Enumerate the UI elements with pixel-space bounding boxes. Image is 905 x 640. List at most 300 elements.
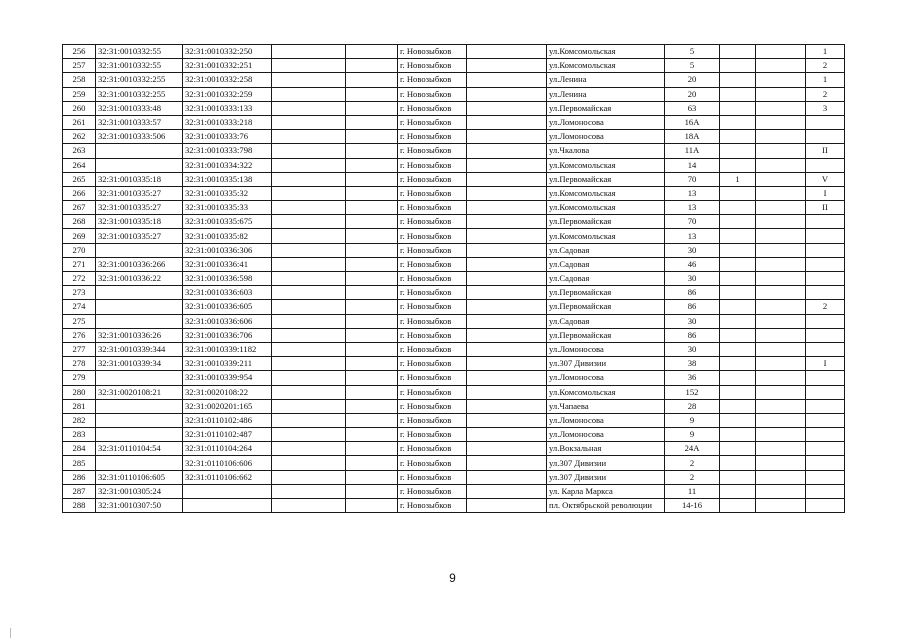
cell-col-4: [272, 215, 346, 229]
cell-col-4: [272, 243, 346, 257]
cell-col-7: [467, 399, 547, 413]
cell-col-11: [756, 158, 806, 172]
cell-col-4: [272, 385, 346, 399]
cell-col-4: [272, 371, 346, 385]
cell-col-11: [756, 59, 806, 73]
cell-col-7: [467, 186, 547, 200]
cell-apartment-number: V: [806, 172, 845, 186]
cell-building-number: 32:31:0010336:598: [183, 272, 272, 286]
cell-parcel-number: 32:31:0010339:34: [96, 357, 183, 371]
cell-col-4: [272, 499, 346, 513]
cell-col-5: [346, 45, 398, 59]
cell-street: ул.Первомайская: [547, 215, 665, 229]
cell-building-number: 32:31:0010334:322: [183, 158, 272, 172]
cell-parcel-number: 32:31:0010332:55: [96, 59, 183, 73]
cell-col-10: [720, 243, 756, 257]
cell-apartment-number: 2: [806, 59, 845, 73]
cell-house-number: 30: [665, 314, 720, 328]
table-row: [63, 101, 845, 115]
cell-settlement: г. Новозыбков: [398, 499, 467, 513]
cell-col-10: [720, 115, 756, 129]
cell-col-11: [756, 229, 806, 243]
cell-col-4: [272, 399, 346, 413]
cell-row-number: 275: [63, 314, 96, 328]
cell-col-5: [346, 87, 398, 101]
cell-house-number: 5: [665, 59, 720, 73]
cell-building-number: 32:31:0010335:32: [183, 186, 272, 200]
cell-settlement: г. Новозыбков: [398, 456, 467, 470]
cell-parcel-number: [96, 456, 183, 470]
cell-apartment-number: I: [806, 357, 845, 371]
cell-settlement: г. Новозыбков: [398, 101, 467, 115]
cell-parcel-number: 32:31:0010335:18: [96, 172, 183, 186]
table-row: [63, 87, 845, 101]
cell-street: ул.Комсомольская: [547, 59, 665, 73]
cell-building-number: 32:31:0010336:605: [183, 300, 272, 314]
cell-row-number: 279: [63, 371, 96, 385]
cell-col-4: [272, 456, 346, 470]
table-row: [63, 158, 845, 172]
cell-col-4: [272, 101, 346, 115]
cell-apartment-number: [806, 399, 845, 413]
cell-col-5: [346, 314, 398, 328]
table-row: [63, 130, 845, 144]
table-row: [63, 413, 845, 427]
cell-row-number: 261: [63, 115, 96, 129]
cell-col-10: [720, 428, 756, 442]
cell-street: ул.Садовая: [547, 257, 665, 271]
table-row: [63, 45, 845, 59]
table-row: [63, 385, 845, 399]
cell-col-11: [756, 286, 806, 300]
cell-building-number: 32:31:0010333:133: [183, 101, 272, 115]
cell-house-number: 46: [665, 257, 720, 271]
cell-apartment-number: 3: [806, 101, 845, 115]
table-row: [63, 201, 845, 215]
cell-building-number: 32:31:0110106:606: [183, 456, 272, 470]
cell-col-7: [467, 172, 547, 186]
cell-house-number: 36: [665, 371, 720, 385]
cell-apartment-number: [806, 158, 845, 172]
table-body: [63, 45, 845, 513]
cell-col-7: [467, 201, 547, 215]
cell-col-11: [756, 243, 806, 257]
table-row: [63, 428, 845, 442]
table-row: [63, 399, 845, 413]
cell-apartment-number: I: [806, 186, 845, 200]
cell-col-10: [720, 144, 756, 158]
cell-row-number: 278: [63, 357, 96, 371]
cell-settlement: г. Новозыбков: [398, 371, 467, 385]
cell-col-11: [756, 130, 806, 144]
cell-building-number: 32:31:0110102:486: [183, 413, 272, 427]
cell-house-number: 28: [665, 399, 720, 413]
table-row: [63, 257, 845, 271]
cell-house-number: 38: [665, 357, 720, 371]
cell-row-number: 285: [63, 456, 96, 470]
cell-settlement: г. Новозыбков: [398, 470, 467, 484]
cell-col-4: [272, 300, 346, 314]
cell-row-number: 263: [63, 144, 96, 158]
cell-street: ул.Первомайская: [547, 172, 665, 186]
cell-building-number: 32:31:0010333:76: [183, 130, 272, 144]
cell-col-11: [756, 385, 806, 399]
cell-parcel-number: 32:31:0010307:50: [96, 499, 183, 513]
cell-parcel-number: [96, 428, 183, 442]
cell-col-7: [467, 413, 547, 427]
cell-parcel-number: [96, 300, 183, 314]
cell-row-number: 264: [63, 158, 96, 172]
cell-col-5: [346, 201, 398, 215]
cell-col-7: [467, 101, 547, 115]
cell-col-11: [756, 484, 806, 498]
cell-col-11: [756, 328, 806, 342]
cell-settlement: г. Новозыбков: [398, 215, 467, 229]
cell-parcel-number: [96, 286, 183, 300]
cell-col-10: [720, 470, 756, 484]
cell-col-11: [756, 342, 806, 356]
table-row: [63, 456, 845, 470]
cell-col-5: [346, 215, 398, 229]
cell-apartment-number: [806, 314, 845, 328]
cell-settlement: г. Новозыбков: [398, 130, 467, 144]
cell-parcel-number: [96, 413, 183, 427]
cell-col-11: [756, 272, 806, 286]
cell-settlement: г. Новозыбков: [398, 59, 467, 73]
cell-col-4: [272, 314, 346, 328]
cell-col-10: [720, 286, 756, 300]
cell-apartment-number: [806, 385, 845, 399]
cell-row-number: 282: [63, 413, 96, 427]
cell-building-number: [183, 484, 272, 498]
cell-apartment-number: [806, 413, 845, 427]
cell-col-10: [720, 73, 756, 87]
cell-apartment-number: [806, 456, 845, 470]
cell-col-10: [720, 371, 756, 385]
cell-col-4: [272, 257, 346, 271]
cell-col-4: [272, 286, 346, 300]
cell-col-7: [467, 73, 547, 87]
cell-parcel-number: 32:31:0020108:21: [96, 385, 183, 399]
cell-settlement: г. Новозыбков: [398, 484, 467, 498]
cell-col-10: [720, 357, 756, 371]
table-row: [63, 73, 845, 87]
cell-row-number: 286: [63, 470, 96, 484]
cell-col-10: [720, 186, 756, 200]
cell-parcel-number: 32:31:0010335:27: [96, 229, 183, 243]
cell-building-number: 32:31:0010335:138: [183, 172, 272, 186]
cell-col-11: [756, 201, 806, 215]
cell-col-5: [346, 186, 398, 200]
cell-settlement: г. Новозыбков: [398, 186, 467, 200]
cell-col-4: [272, 158, 346, 172]
page-number: 9: [449, 571, 456, 585]
cell-row-number: 277: [63, 342, 96, 356]
cell-street: ул.Ломоносова: [547, 342, 665, 356]
cell-building-number: 32:31:0110102:487: [183, 428, 272, 442]
table-row: [63, 442, 845, 456]
cell-row-number: 267: [63, 201, 96, 215]
cell-street: ул.Первомайская: [547, 286, 665, 300]
cell-settlement: г. Новозыбков: [398, 115, 467, 129]
cell-street: ул.307 Дивизии: [547, 357, 665, 371]
cell-apartment-number: [806, 442, 845, 456]
cell-col-5: [346, 399, 398, 413]
cell-building-number: 32:31:0010335:82: [183, 229, 272, 243]
cell-row-number: 287: [63, 484, 96, 498]
cell-row-number: 281: [63, 399, 96, 413]
cell-col-5: [346, 272, 398, 286]
cell-col-11: [756, 186, 806, 200]
cell-house-number: 86: [665, 286, 720, 300]
cell-settlement: г. Новозыбков: [398, 328, 467, 342]
cell-parcel-number: 32:31:0010336:22: [96, 272, 183, 286]
cell-apartment-number: [806, 499, 845, 513]
cell-col-5: [346, 229, 398, 243]
cell-street: ул.Комсомольская: [547, 201, 665, 215]
cell-parcel-number: 32:31:0010333:57: [96, 115, 183, 129]
cell-col-10: [720, 201, 756, 215]
cell-apartment-number: II: [806, 201, 845, 215]
cell-col-7: [467, 328, 547, 342]
cell-col-7: [467, 314, 547, 328]
cell-col-5: [346, 470, 398, 484]
cell-house-number: 30: [665, 342, 720, 356]
cell-col-7: [467, 442, 547, 456]
table-row: [63, 115, 845, 129]
cell-house-number: 30: [665, 272, 720, 286]
cell-col-5: [346, 428, 398, 442]
cell-street: ул.Ленина: [547, 87, 665, 101]
cell-street: ул.307 Дивизии: [547, 470, 665, 484]
cell-col-10: [720, 257, 756, 271]
cell-settlement: г. Новозыбков: [398, 201, 467, 215]
cell-col-10: [720, 413, 756, 427]
table-row: [63, 484, 845, 498]
cell-parcel-number: 32:31:0010339:344: [96, 342, 183, 356]
cell-col-4: [272, 442, 346, 456]
cell-col-10: [720, 272, 756, 286]
cell-col-5: [346, 172, 398, 186]
cell-apartment-number: [806, 342, 845, 356]
cell-building-number: 32:31:0010336:706: [183, 328, 272, 342]
cell-col-7: [467, 286, 547, 300]
cell-row-number: 268: [63, 215, 96, 229]
cell-col-11: [756, 172, 806, 186]
cell-apartment-number: 2: [806, 87, 845, 101]
cell-settlement: г. Новозыбков: [398, 45, 467, 59]
cell-house-number: 13: [665, 229, 720, 243]
table-row: [63, 357, 845, 371]
cell-parcel-number: 32:31:0010333:506: [96, 130, 183, 144]
cell-col-7: [467, 158, 547, 172]
cell-settlement: г. Новозыбков: [398, 286, 467, 300]
cell-building-number: [183, 499, 272, 513]
cell-street: ул.Вокзальная: [547, 442, 665, 456]
cell-col-11: [756, 357, 806, 371]
cell-col-4: [272, 130, 346, 144]
cell-parcel-number: 32:31:0010305:24: [96, 484, 183, 498]
cell-building-number: 32:31:0010335:33: [183, 201, 272, 215]
table-row: [63, 286, 845, 300]
cell-row-number: 269: [63, 229, 96, 243]
cell-apartment-number: [806, 470, 845, 484]
cell-row-number: 257: [63, 59, 96, 73]
cell-col-4: [272, 172, 346, 186]
cell-row-number: 280: [63, 385, 96, 399]
cell-settlement: г. Новозыбков: [398, 342, 467, 356]
cell-col-11: [756, 101, 806, 115]
cell-col-7: [467, 272, 547, 286]
cell-street: ул.Ломоносова: [547, 115, 665, 129]
registry-table: [62, 44, 845, 513]
cell-parcel-number: 32:31:0010332:55: [96, 45, 183, 59]
cell-col-7: [467, 229, 547, 243]
cell-col-5: [346, 328, 398, 342]
cell-house-number: 63: [665, 101, 720, 115]
cell-settlement: г. Новозыбков: [398, 442, 467, 456]
cell-apartment-number: 1: [806, 45, 845, 59]
cell-apartment-number: [806, 115, 845, 129]
cell-col-4: [272, 144, 346, 158]
cell-row-number: 260: [63, 101, 96, 115]
cell-street: ул.Первомайская: [547, 300, 665, 314]
cell-settlement: г. Новозыбков: [398, 314, 467, 328]
cell-street: ул.Комсомольская: [547, 229, 665, 243]
cell-building-number: 32:31:0010336:606: [183, 314, 272, 328]
cell-settlement: г. Новозыбков: [398, 272, 467, 286]
cell-building-number: 32:31:0020201:165: [183, 399, 272, 413]
table-row: [63, 328, 845, 342]
cell-settlement: г. Новозыбков: [398, 357, 467, 371]
cell-street: ул.Ломоносова: [547, 130, 665, 144]
cell-house-number: 11А: [665, 144, 720, 158]
cell-building-number: 32:31:0010333:218: [183, 115, 272, 129]
cell-settlement: г. Новозыбков: [398, 399, 467, 413]
cell-settlement: г. Новозыбков: [398, 229, 467, 243]
cell-parcel-number: 32:31:0010332:255: [96, 73, 183, 87]
cell-row-number: 266: [63, 186, 96, 200]
cell-col-10: [720, 45, 756, 59]
cell-col-7: [467, 130, 547, 144]
cell-house-number: 86: [665, 300, 720, 314]
cell-col-10: [720, 499, 756, 513]
cell-col-7: [467, 59, 547, 73]
cell-col-10: [720, 229, 756, 243]
cell-apartment-number: [806, 328, 845, 342]
cell-col-10: [720, 385, 756, 399]
cell-col-4: [272, 87, 346, 101]
cell-col-7: [467, 115, 547, 129]
table-row: [63, 314, 845, 328]
cell-col-7: [467, 87, 547, 101]
cell-house-number: 14: [665, 158, 720, 172]
cell-settlement: г. Новозыбков: [398, 300, 467, 314]
cell-col-10: [720, 300, 756, 314]
table-row: [63, 272, 845, 286]
cell-parcel-number: 32:31:0010335:27: [96, 201, 183, 215]
cell-street: ул.Комсомольская: [547, 158, 665, 172]
cell-col-7: [467, 484, 547, 498]
cell-col-10: [720, 314, 756, 328]
cell-apartment-number: [806, 484, 845, 498]
cell-col-5: [346, 144, 398, 158]
cell-parcel-number: 32:31:0110104:54: [96, 442, 183, 456]
cell-col-5: [346, 130, 398, 144]
cell-apartment-number: [806, 428, 845, 442]
cell-house-number: 24А: [665, 442, 720, 456]
cell-row-number: 274: [63, 300, 96, 314]
cell-building-number: 32:31:0010332:259: [183, 87, 272, 101]
cell-house-number: 20: [665, 87, 720, 101]
cell-building-number: 32:31:0010332:250: [183, 45, 272, 59]
cell-col-5: [346, 357, 398, 371]
cell-settlement: г. Новозыбков: [398, 243, 467, 257]
cell-house-number: 9: [665, 413, 720, 427]
cell-col-11: [756, 215, 806, 229]
cell-apartment-number: [806, 130, 845, 144]
table-row: [63, 144, 845, 158]
cell-house-number: 2: [665, 456, 720, 470]
cell-col-4: [272, 328, 346, 342]
table-row: [63, 186, 845, 200]
cell-col-10: [720, 399, 756, 413]
cell-building-number: 32:31:0010339:954: [183, 371, 272, 385]
cell-col-7: [467, 257, 547, 271]
cell-col-4: [272, 229, 346, 243]
cell-house-number: 70: [665, 172, 720, 186]
table-row: [63, 229, 845, 243]
cell-building-number: 32:31:0010332:251: [183, 59, 272, 73]
cell-street: ул.Первомайская: [547, 328, 665, 342]
cell-col-10: [720, 158, 756, 172]
cell-col-11: [756, 115, 806, 129]
cell-house-number: 11: [665, 484, 720, 498]
cell-col-5: [346, 484, 398, 498]
cell-settlement: г. Новозыбков: [398, 158, 467, 172]
cell-col-10: [720, 484, 756, 498]
cell-parcel-number: 32:31:0110106:605: [96, 470, 183, 484]
cell-col-7: [467, 470, 547, 484]
cell-house-number: 30: [665, 243, 720, 257]
cell-house-number: 20: [665, 73, 720, 87]
cell-col-7: [467, 215, 547, 229]
cell-house-number: 14-16: [665, 499, 720, 513]
cell-col-4: [272, 357, 346, 371]
cell-settlement: г. Новозыбков: [398, 385, 467, 399]
cell-parcel-number: [96, 158, 183, 172]
cell-col-11: [756, 87, 806, 101]
cell-parcel-number: [96, 243, 183, 257]
cell-row-number: 270: [63, 243, 96, 257]
cell-col-11: [756, 257, 806, 271]
cell-street: ул.Комсомольская: [547, 186, 665, 200]
cell-col-4: [272, 45, 346, 59]
cell-apartment-number: 1: [806, 73, 845, 87]
cell-col-5: [346, 101, 398, 115]
cell-col-11: [756, 73, 806, 87]
cell-col-5: [346, 300, 398, 314]
cell-apartment-number: [806, 257, 845, 271]
cell-street: ул.Чкалова: [547, 144, 665, 158]
cell-house-number: 5: [665, 45, 720, 59]
cell-col-5: [346, 73, 398, 87]
cell-house-number: 70: [665, 215, 720, 229]
cell-col-10: [720, 442, 756, 456]
cell-building-number: 32:31:0020108:22: [183, 385, 272, 399]
cell-col-11: [756, 144, 806, 158]
table-row: [63, 470, 845, 484]
